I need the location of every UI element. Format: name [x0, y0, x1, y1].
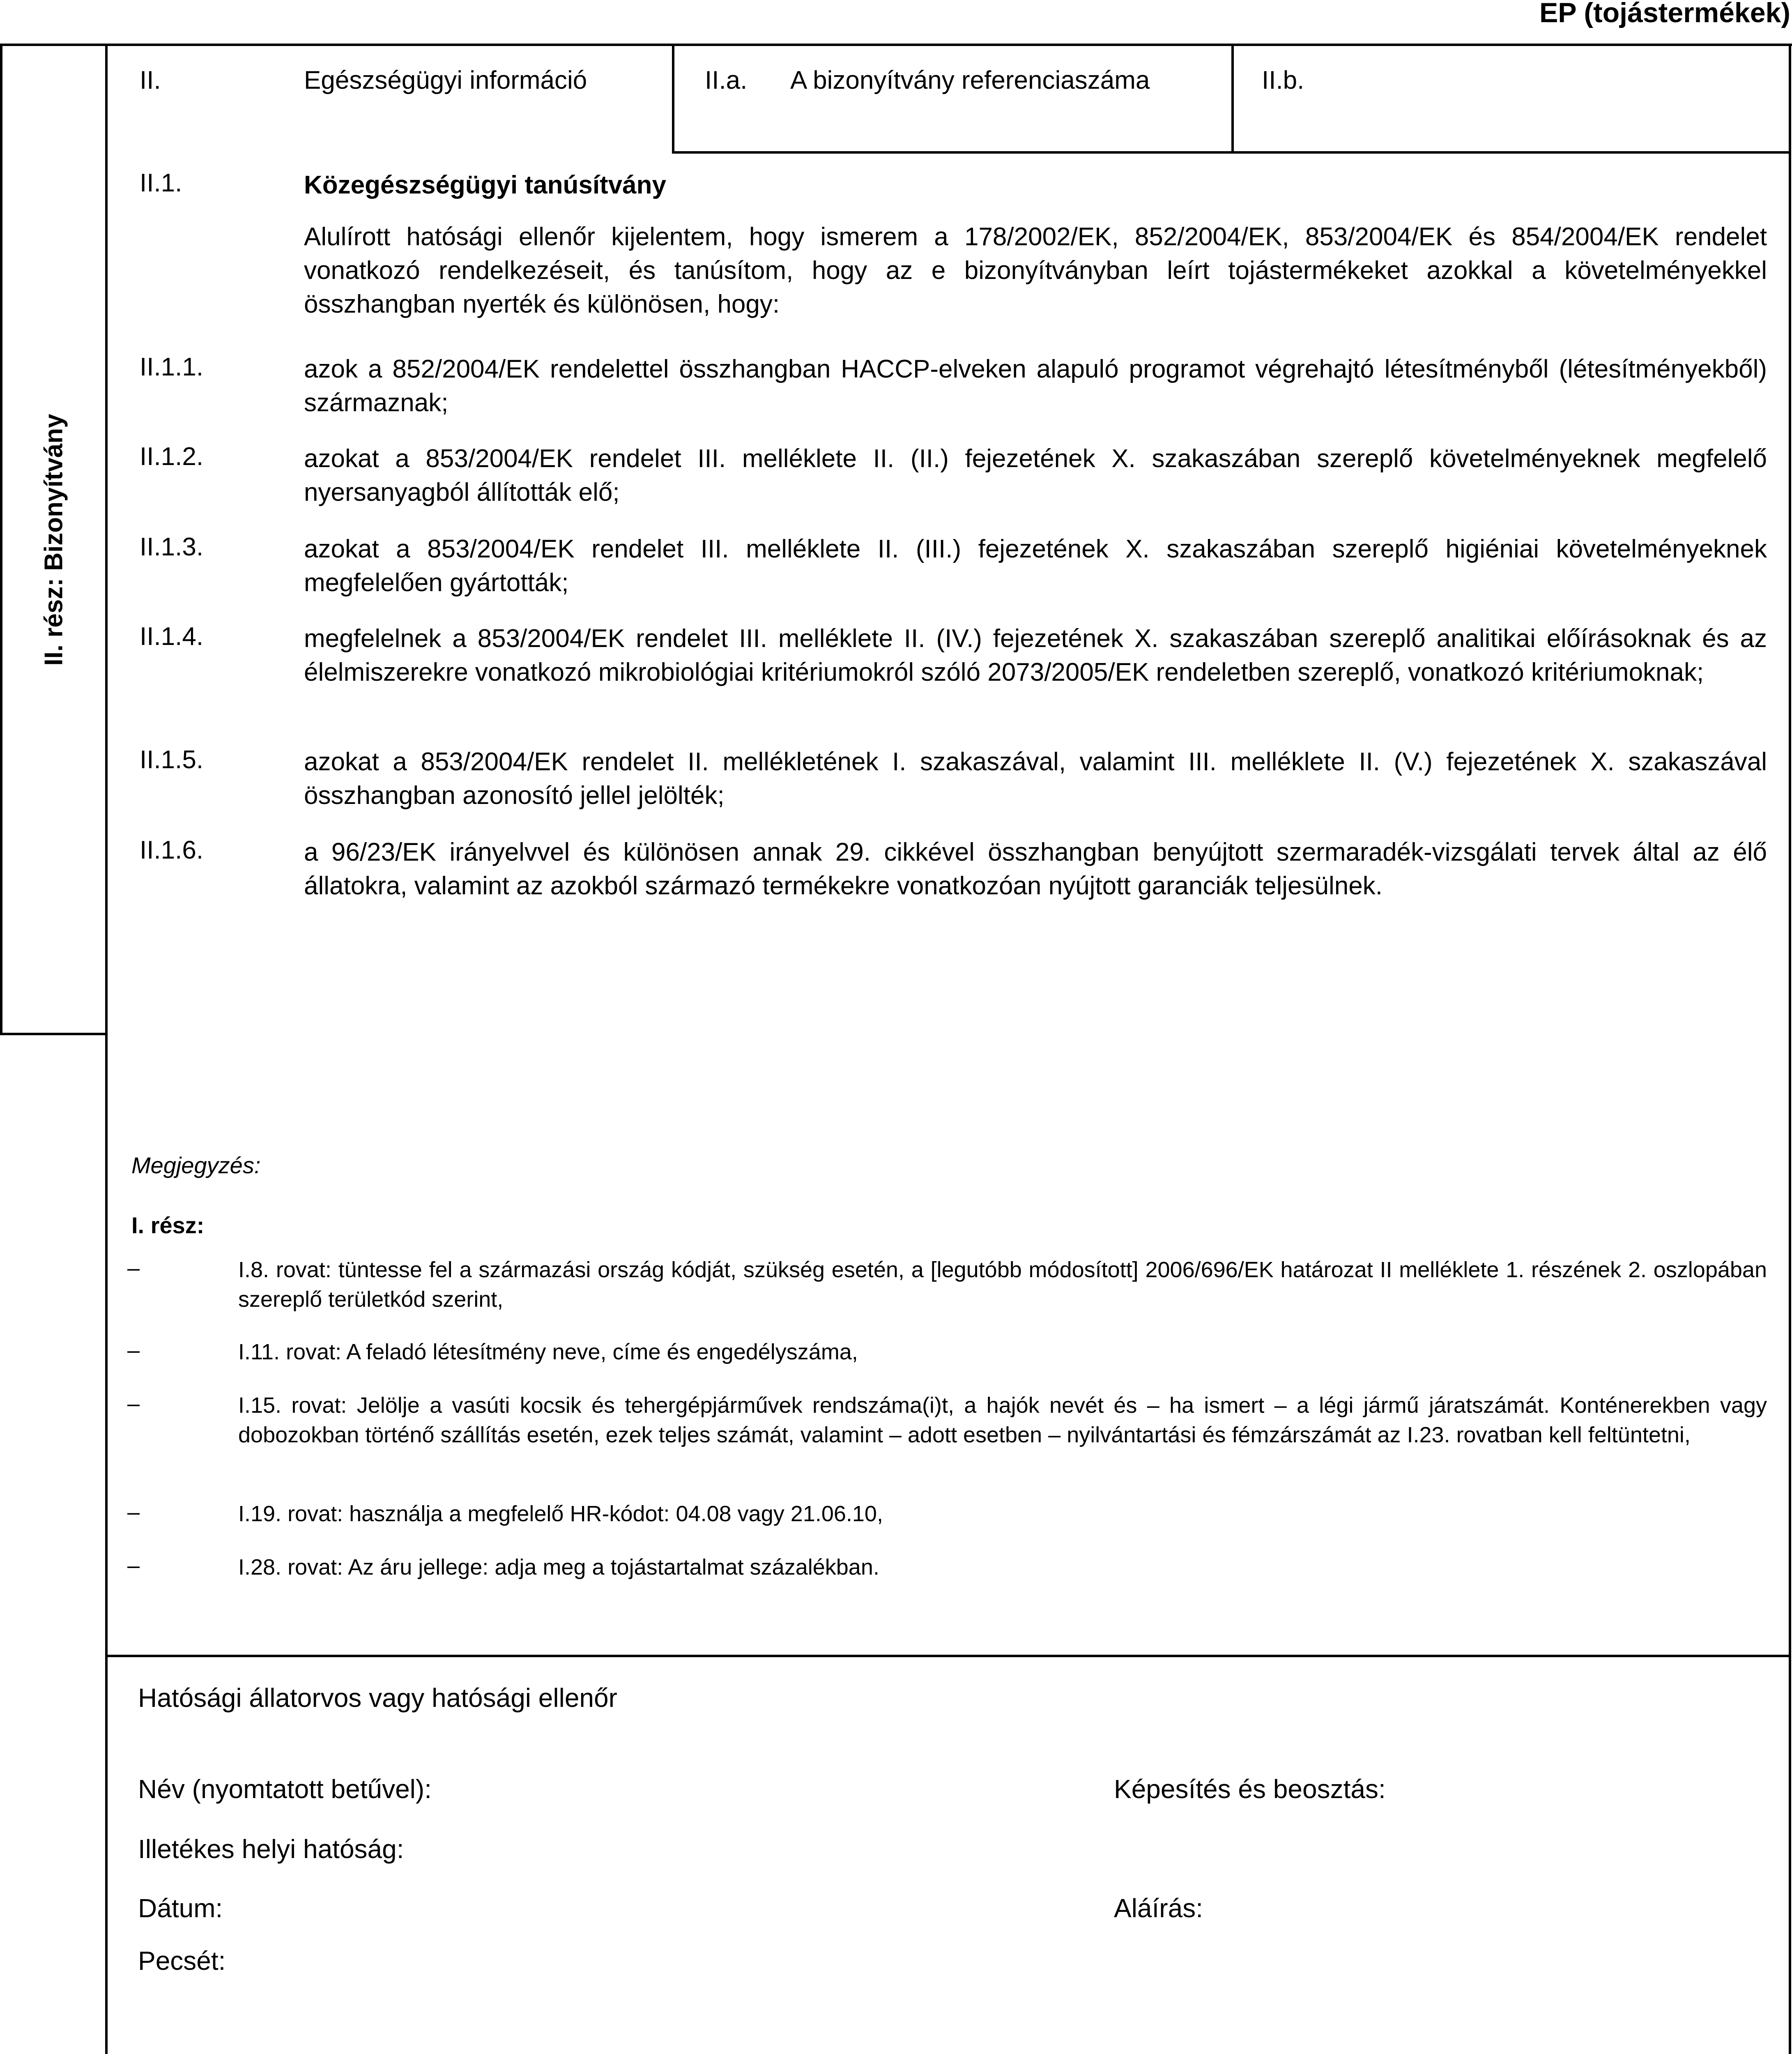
cert-intro: Alulírott hatósági ellenőr kijelentem, hogy ismerem a 178/2002/EK, 852/2004/EK, 853/2004/EK és 854/2004/EK rendelet vonatkozó rendelkezéseit, és tanúsítom, hogy az e bizonyítványban leírt tojástermékeket azokkal a követelményekkel összhangban nyerték és különösen, hogy: [304, 223, 1767, 319]
cert-item-text: azokat a 853/2004/EK rendelet III. melléklete II. (III.) fejezetének X. szakaszában szereplő higiéniai követelményeknek megfelelően gyártották; [304, 535, 1767, 597]
header-separator-a [672, 44, 674, 153]
cert-item-number: II.1.2. [140, 442, 204, 471]
certificate-type-label: EP (tojástermékek) [1539, 0, 1790, 28]
note-item: I.8. rovat: tüntesse fel a származási ország kódját, szükség esetén, a [legutóbb módosított] 2006/696/EK határozat II melléklete 1. részének 2. oszlopában szereplő területkód szerint, [238, 1257, 1767, 1312]
date-field-label: Dátum: [138, 1893, 223, 1923]
note-dash: – [127, 1553, 140, 1578]
signature-field-label: Aláírás: [1114, 1893, 1203, 1923]
cert-item-text: azok a 852/2004/EK rendelettel összhangban HACCP-elveken alapuló programot végrehajtó létesítményből (létesítményekből) származnak; [304, 355, 1767, 417]
border-top [0, 44, 1792, 46]
notes-part-heading: I. rész: [131, 1212, 205, 1238]
header-separator-b [1231, 44, 1234, 153]
section-b-label: II.b. [1262, 66, 1304, 94]
cert-item-number: II.1.6. [140, 836, 204, 864]
cert-title: Közegészségügyi tanúsítvány [304, 171, 667, 199]
cert-item-text: megfelelnek a 853/2004/EK rendelet III. melléklete II. (IV.) fejezetének X. szakaszában szereplő analitikai előírásoknak és az élelmiszerekre vonatkozó mikrobiológiai kritériumokról szóló 2073/2005/EK rendeletben szereplő, vonatkozó kritériumoknak; [304, 624, 1767, 687]
border-left-inner [105, 44, 108, 2054]
border-right [1789, 44, 1791, 2054]
side-panel [0, 44, 108, 1035]
cert-item-text: a 96/23/EK irányelvvel és különösen annak 29. cikkével összhangban benyújtott szermaradék-vizsgálati tervek által az élő állatokra, valamint az azokból származó termékekre vonatkozóan nyújtott garanciák teljesülnek. [304, 838, 1767, 900]
border-side-bottom [0, 1033, 108, 1035]
cert-item-number: II.1.5. [140, 746, 204, 774]
reference-title: A bizonyítvány referenciaszáma [790, 66, 1150, 94]
reference-number-label: II.a. [705, 66, 748, 94]
authority-field-label: Illetékes helyi hatóság: [138, 1834, 404, 1864]
cert-number: II.1. [140, 169, 182, 197]
cert-item-text: azokat a 853/2004/EK rendelet III. melléklete II. (II.) fejezetének X. szakaszában szereplő követelményeknek megfelelő nyersanyagból állították elő; [304, 444, 1767, 507]
note-item: I.28. rovat: Az áru jellege: adja meg a tojástartalmat százalékban. [238, 1555, 879, 1580]
signature-title: Hatósági állatorvos vagy hatósági ellenőr [138, 1683, 617, 1713]
note-dash: – [127, 1256, 140, 1280]
border-left-outer [0, 44, 2, 1035]
cert-item-number: II.1.3. [140, 533, 204, 561]
cert-item-number: II.1.1. [140, 353, 204, 381]
cert-item-text: azokat a 853/2004/EK rendelet II. mellékletének I. szakaszával, valamint III. melléklete II. (V.) fejezetének X. szakaszával összhangban azonosító jellel jelölték; [304, 748, 1767, 810]
note-item: I.19. rovat: használja a megfelelő HR-kódot: 04.08 vagy 21.06.10, [238, 1501, 883, 1526]
note-item: I.15. rovat: Jelölje a vasúti kocsik és tehergépjárművek rendszáma(i)t, a hajók nevét és – ha ismert – a légi jármű járatszámát. Konténerekben vagy dobozokban történő szállítás esetén, ezek teljes számát, valamint – adott esetben – nyilvántartási és fémzárszámát az I.23. rovatban kell feltüntetni, [238, 1393, 1767, 1447]
qualification-field-label: Képesítés és beosztás: [1114, 1774, 1386, 1804]
note-dash: – [127, 1391, 140, 1416]
name-field-label: Név (nyomtatott betűvel): [138, 1774, 432, 1804]
cert-item-number: II.1.4. [140, 622, 204, 651]
section-title: Egészségügyi információ [304, 66, 587, 94]
stamp-field-label: Pecsét: [138, 1946, 226, 1976]
section-number: II. [140, 66, 161, 94]
note-dash: – [127, 1338, 140, 1363]
notes-label: Megjegyzés: [131, 1152, 261, 1178]
signature-divider [105, 1655, 1791, 1657]
note-item: I.11. rovat: A feladó létesítmény neve, címe és engedélyszáma, [238, 1340, 858, 1364]
side-label: II. rész: Bizonyítvány [39, 414, 68, 666]
note-dash: – [127, 1500, 140, 1524]
